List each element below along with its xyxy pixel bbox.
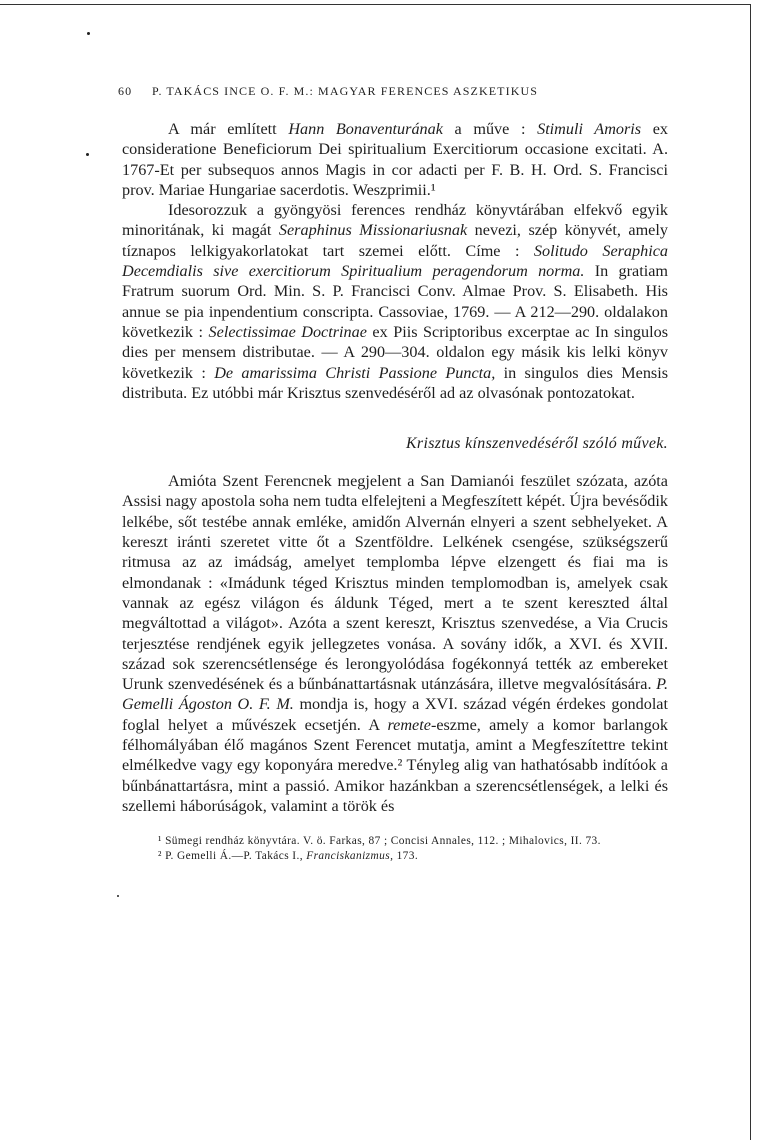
scan-speck <box>87 32 90 35</box>
italic-run: Hann Bonaventurának <box>288 120 443 138</box>
italic-run: Selectissimae Doctrinae <box>208 322 367 341</box>
paragraph-seraphinus <box>122 200 668 403</box>
italic-run: Solitudo Seraphica Decemdialis sive exercitiorum Spiritualium peragendorum norma. <box>122 241 668 281</box>
text-run: mondja is, hogy a XVI. század végén érdekes gondolat foglal helyet a művészek ecsetjén. A <box>122 695 668 734</box>
section-heading: Krisztus kínszenvedéséről szóló művek. <box>405 435 668 453</box>
page-number: 60 <box>118 84 133 98</box>
running-header <box>118 84 668 99</box>
text-run: in singulos dies Mensis distributa. Ez utóbbi már Krisztus szenvedéséről ad az olvasónak pontozatokat. <box>122 363 669 402</box>
text-run: 173. <box>393 850 419 863</box>
italic-run: P. Gemelli Ágoston O. F. M. <box>122 675 668 714</box>
text-run: nevezi, szép könyvét, amely tíznapos lelkigyakorlatokat tart szemei előtt. Címe : <box>122 221 668 260</box>
text-run: ex consideratione Beneficiorum Dei spiritualium Exercitiorum occasione excitati. A. 1767-Et per subsequos annos Magis in cor adacti per F. B. H. Ord. S. Francisci prov. Mariae Hungariae sacerdotis. Weszprimii.¹ <box>122 120 668 199</box>
running-title: P. TAKÁCS INCE O. F. M.: MAGYAR FERENCES ASZKETIKUS <box>152 84 539 98</box>
paragraph-szent-ferenc <box>122 471 668 816</box>
text-run: Idesorozzuk a gyöngyösi ferences rendház könyvtárában elfekvő egyik minoritának, ki magát <box>122 201 668 240</box>
italic-run: Franciskanizmus, <box>306 850 394 863</box>
italic-run: Stimuli Amoris <box>537 120 642 138</box>
italic-run: remete <box>387 715 431 734</box>
paragraph-hann-bonaventura <box>122 119 668 200</box>
text-run: ex Piis Scriptoribus excerptae ac In singulos dies per mensem distributae. — A 290—304. oldalon egy másik kis lelki könyv következik : <box>122 322 669 382</box>
text-run: ² P. Gemelli Á.—P. Takács I., <box>158 850 307 863</box>
italic-run: De amarissima Christi Passione Puncta, <box>214 363 496 382</box>
page-content <box>118 84 669 864</box>
scan-speck <box>117 895 119 897</box>
italic-run: Seraphinus Missionariusnak <box>278 221 468 240</box>
page-border-right <box>750 4 751 1140</box>
footnote-2 <box>122 849 668 864</box>
page-border-top <box>0 4 750 5</box>
text-run: A már említett <box>168 120 289 138</box>
footnotes <box>122 834 668 864</box>
text-run: a műve : <box>442 120 538 138</box>
scan-speck <box>86 153 89 156</box>
footnote-1: ¹ Sümegi rendház könyvtára. V. ö. Farkas, 87 ; Concisi Annales, 112. ; Mihalovics, II. 73. <box>158 835 601 848</box>
text-run: -eszme, amely a komor barlangok félhomályában élő magános Szent Ferencet mutatja, amint a Megfeszítettre tekint elmélkedve vagy egy koponyára meredve.² Tényleg alig van hathatósabb indítóok a bűnbánattartásra, mint a passió. Amikor hazánkban a szerencsétlenségek, a lelki és szellemi háborúságok, valamint a török és <box>122 715 668 815</box>
text-run: In gratiam Fratrum suorum Ord. Min. S. P. Francisci Conv. Almae Prov. S. Elisabeth. His annue se pia inpendentium conscripta. Cassoviae, 1769. — A 212—290. oldalakon következik : <box>122 262 668 341</box>
text-run: Amióta Szent Ferencnek megjelent a San Damianói feszület szózata, azóta Assisi nagy apostola soha nem tudta elfelejteni a Megfeszített képét. Újra bevésődik lelkébe, sőt testébe annak emléke, amidőn Alvernán elnyeri a szent sebhelyeket. A kereszt iránti szeretet vitte őt a Szentföldre. Lelkének csengése, szükségszerű ritmusa az az imádság, amelyet templomba lépve elzengett és fiai ma is elmondanak : «Imádunk téged Krisztus minden templomodban is, amelyek csak vannak az egész világon és áldunk Téged, mert a te szent kereszted által megváltottad a világot». Azóta a szent kereszt, Krisztus szenvedése, a Via Crucis terjesztése rendjének egyik jellegzetes vonása. A sovány idők, a XVI. és XVII. század sok szerencsétlensége és lerongyolódása fogékonnyá tették az embereket Urunk szenvedésének és a bűnbánattartásnak utánzására, illetve megvalósítására. <box>122 472 668 694</box>
